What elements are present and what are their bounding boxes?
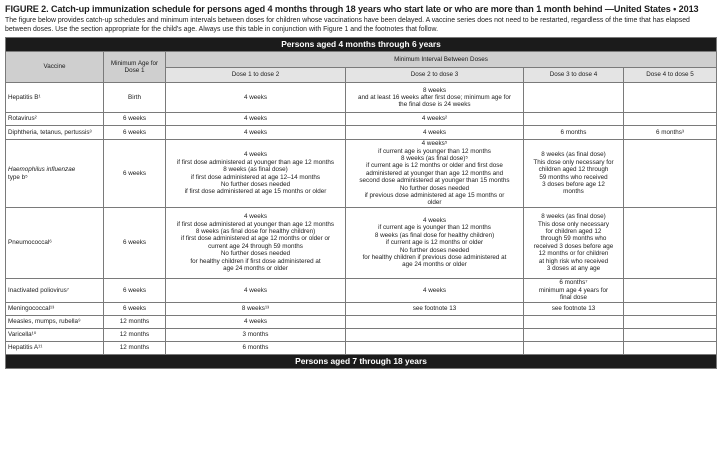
- interval-line: 8 weeks (as final dose): [541, 151, 606, 159]
- interval-line: 3 doses before age 12: [542, 180, 605, 188]
- section-banner-4mo-6yr: [6, 38, 717, 52]
- interval-d12: [166, 207, 346, 278]
- interval-line: and at least 16 weeks after first dose; minimum age for: [358, 93, 511, 101]
- interval-d45: [624, 302, 717, 315]
- interval-d34: [524, 126, 624, 140]
- interval-d12: [166, 315, 346, 328]
- vaccine-name: Rotavirus²: [6, 113, 104, 126]
- interval-line: the final dose is 24 weeks: [398, 101, 471, 109]
- section-title: Persons aged 7 through 18 years: [6, 354, 717, 368]
- interval-d45: [624, 126, 717, 140]
- interval-line: age 24 months or older: [223, 265, 288, 273]
- interval-d23: [346, 302, 524, 315]
- interval-d34: [524, 278, 624, 302]
- minimum-age: 6 weeks: [104, 113, 166, 126]
- interval-d34: [524, 207, 624, 278]
- vaccine-row-meningococcal: [6, 302, 717, 315]
- interval-d23: [346, 328, 524, 341]
- interval-line: second dose administered at younger than 15 months: [359, 177, 510, 185]
- interval-d12: [166, 278, 346, 302]
- interval-line: 4 weeks: [243, 213, 268, 221]
- interval-line: This dose only necessary: [537, 220, 610, 228]
- vaccine-name: Measles, mumps, rubella⁹: [6, 315, 104, 328]
- figure-page: [5, 3, 716, 369]
- minimum-age: 6 weeks: [104, 278, 166, 302]
- interval-line: 6 months: [560, 128, 587, 136]
- interval-line: for healthy children if first dose administered at: [190, 257, 321, 265]
- interval-line: age 24 months or older: [402, 261, 467, 269]
- interval-line: children aged 12 through: [538, 166, 609, 174]
- interval-d12: [166, 341, 346, 354]
- interval-d12: [166, 328, 346, 341]
- interval-d12: [166, 83, 346, 113]
- minimum-age: 6 weeks: [104, 140, 166, 208]
- minimum-age: Birth: [104, 83, 166, 113]
- interval-line: No further doses needed: [399, 246, 470, 254]
- vaccine-row-ipv: [6, 278, 717, 302]
- dose-1-to-2-header: Dose 1 to dose 2: [166, 67, 346, 83]
- interval-line: 6 months³: [656, 128, 684, 136]
- interval-line: if first dose administered at age 12 months or older or: [180, 235, 331, 243]
- interval-line: older: [427, 199, 442, 207]
- interval-line: 4 weeks: [243, 115, 268, 123]
- interval-d12: [166, 126, 346, 140]
- interval-line: if previous dose administered at age 15 months or: [364, 192, 505, 200]
- vaccine-column-header: Vaccine: [6, 52, 104, 83]
- minimum-age: 6 weeks: [104, 207, 166, 278]
- vaccine-row-pneumococcal: [6, 207, 717, 278]
- interval-line: 6 months⁷: [559, 279, 588, 287]
- dose-4-to-5-header: Dose 4 to dose 5: [624, 67, 717, 83]
- interval-line: see footnote 13: [412, 305, 457, 313]
- interval-line: 4 weeks: [422, 216, 447, 224]
- vaccine-name-line: Haemophilus influenzae: [8, 166, 76, 174]
- vaccine-row-hepatitis-a: [6, 341, 717, 354]
- interval-d34: [524, 83, 624, 113]
- interval-line: if first dose administered at age 15 months or older: [184, 188, 327, 196]
- vaccine-name: Hepatitis A¹¹: [6, 341, 104, 354]
- vaccine-row-varicella: [6, 328, 717, 341]
- interval-line: if first dose administered at younger than age 12 months: [176, 158, 335, 166]
- min-age-column-header: Minimum Age for Dose 1: [104, 52, 166, 83]
- vaccine-name-line: type b⁵: [8, 173, 28, 181]
- interval-line: 4 weeks: [243, 93, 268, 101]
- interval-d23: [346, 278, 524, 302]
- interval-d34: [524, 113, 624, 126]
- interval-line: 3 months: [242, 331, 269, 339]
- interval-d34: [524, 315, 624, 328]
- vaccine-row-hepatitis-b: [6, 83, 717, 113]
- interval-d12: [166, 302, 346, 315]
- interval-line: if current age is 12 months or older and first dose: [366, 162, 503, 170]
- minimum-age: 6 weeks: [104, 302, 166, 315]
- interval-line: 4 weeks⁵: [421, 140, 448, 148]
- interval-line: 4 weeks: [243, 151, 268, 159]
- interval-line: months: [563, 188, 584, 196]
- interval-line: 6 months: [242, 344, 269, 352]
- interval-d45: [624, 328, 717, 341]
- catch-up-schedule-table: [5, 37, 717, 369]
- minimum-age: 12 months: [104, 328, 166, 341]
- dose-2-to-3-header: Dose 2 to dose 3: [346, 67, 524, 83]
- interval-column-header: Minimum Interval Between Doses: [166, 52, 717, 68]
- vaccine-name: [6, 140, 104, 208]
- interval-line: received 3 doses before age: [533, 242, 614, 250]
- interval-line: 59 months who received: [539, 173, 608, 181]
- interval-d23: [346, 83, 524, 113]
- header-row: [6, 52, 717, 68]
- interval-d12: [166, 113, 346, 126]
- minimum-age: 6 weeks: [104, 126, 166, 140]
- interval-d45: [624, 278, 717, 302]
- interval-line: if current age is 12 months or older: [385, 239, 484, 247]
- dose-3-to-4-header: Dose 3 to dose 4: [524, 67, 624, 83]
- vaccine-name: Varicella¹⁰: [6, 328, 104, 341]
- interval-line: minimum age 4 years for: [538, 286, 609, 294]
- vaccine-row-mmr: [6, 315, 717, 328]
- figure-intro: The figure below provides catch-up schedules and minimum intervals between doses for children whose vaccinations have been delayed. A vaccine series does not need to be restarted, regardless of the time that has elapsed between doses. Use the section appropriate for the child's age. Always use this table in conjunction with Figure 1 and the footnotes that follow.: [5, 17, 690, 33]
- interval-line: This dose only necessary for: [533, 158, 614, 166]
- interval-line: 3 doses at any age: [546, 265, 601, 273]
- vaccine-name: Pneumococcal⁶: [6, 207, 104, 278]
- interval-d34: [524, 140, 624, 208]
- vaccine-row-rotavirus: [6, 113, 717, 126]
- interval-line: if current age is younger than 12 months: [378, 147, 491, 155]
- interval-line: 8 weeks (as final dose for healthy children): [195, 228, 316, 236]
- interval-line: 8 weeks (as final dose for healthy children): [374, 231, 495, 239]
- vaccine-row-dtap: [6, 126, 717, 140]
- interval-line: administered at younger than age 12 months and: [365, 169, 504, 177]
- interval-d45: [624, 207, 717, 278]
- vaccine-name: Inactivated poliovirus⁷: [6, 278, 104, 302]
- vaccine-name: Hepatitis B¹: [6, 83, 104, 113]
- interval-d23: [346, 315, 524, 328]
- interval-line: at high risk who received: [538, 257, 609, 265]
- interval-line: No further doses needed: [220, 180, 291, 188]
- interval-d34: [524, 328, 624, 341]
- interval-line: 4 weeks: [243, 128, 268, 136]
- interval-d23: [346, 113, 524, 126]
- interval-d23: [346, 207, 524, 278]
- section-banner-7-18yr: [6, 354, 717, 368]
- vaccine-name: Diphtheria, tetanus, pertussis³: [6, 126, 104, 140]
- interval-line: for children aged 12: [545, 228, 602, 236]
- interval-d45: [624, 113, 717, 126]
- interval-line: if first dose administered at younger than age 12 months: [176, 220, 335, 228]
- interval-line: 12 months or for children: [538, 250, 609, 258]
- interval-line: 8 weeks (as final dose)⁵: [400, 155, 468, 162]
- interval-line: for healthy children if previous dose administered at: [362, 253, 507, 261]
- minimum-age: 12 months: [104, 341, 166, 354]
- minimum-age: 12 months: [104, 315, 166, 328]
- interval-line: No further doses needed: [399, 184, 470, 192]
- interval-d45: [624, 83, 717, 113]
- interval-d12: [166, 140, 346, 208]
- interval-line: 4 weeks: [243, 286, 268, 294]
- interval-line: 4 weeks²: [421, 115, 448, 123]
- interval-line: if first dose administered at age 12–14 months: [190, 173, 321, 181]
- figure-title: FIGURE 2. Catch-up immunization schedule for persons aged 4 months through 18 years who start late or who are more than 1 month behind —United States • 2013: [5, 4, 699, 14]
- interval-line: 4 weeks: [422, 286, 447, 294]
- section-title: Persons aged 4 months through 6 years: [6, 38, 717, 52]
- interval-line: 8 weeks: [422, 86, 447, 94]
- interval-line: see footnote 13: [551, 305, 596, 313]
- interval-line: 8 weeks (as final dose): [223, 166, 288, 174]
- interval-line: No further doses needed: [220, 250, 291, 258]
- interval-d45: [624, 140, 717, 208]
- interval-line: current age 24 through 59 months: [208, 242, 303, 250]
- interval-d23: [346, 341, 524, 354]
- interval-line: final dose: [560, 294, 587, 302]
- interval-d34: [524, 341, 624, 354]
- vaccine-name: Meningococcal¹³: [6, 302, 104, 315]
- interval-line: 8 weeks (as final dose): [541, 213, 606, 221]
- interval-line: through 59 months who: [540, 235, 607, 243]
- vaccine-row-hib: [6, 140, 717, 208]
- interval-d34: [524, 302, 624, 315]
- interval-d45: [624, 341, 717, 354]
- interval-line: 4 weeks: [243, 318, 268, 326]
- interval-d23: [346, 126, 524, 140]
- interval-line: 4 weeks: [422, 128, 447, 136]
- interval-line: 8 weeks¹³: [241, 305, 270, 313]
- interval-d45: [624, 315, 717, 328]
- interval-line: if current age is younger than 12 months: [378, 224, 491, 232]
- interval-d23: [346, 140, 524, 208]
